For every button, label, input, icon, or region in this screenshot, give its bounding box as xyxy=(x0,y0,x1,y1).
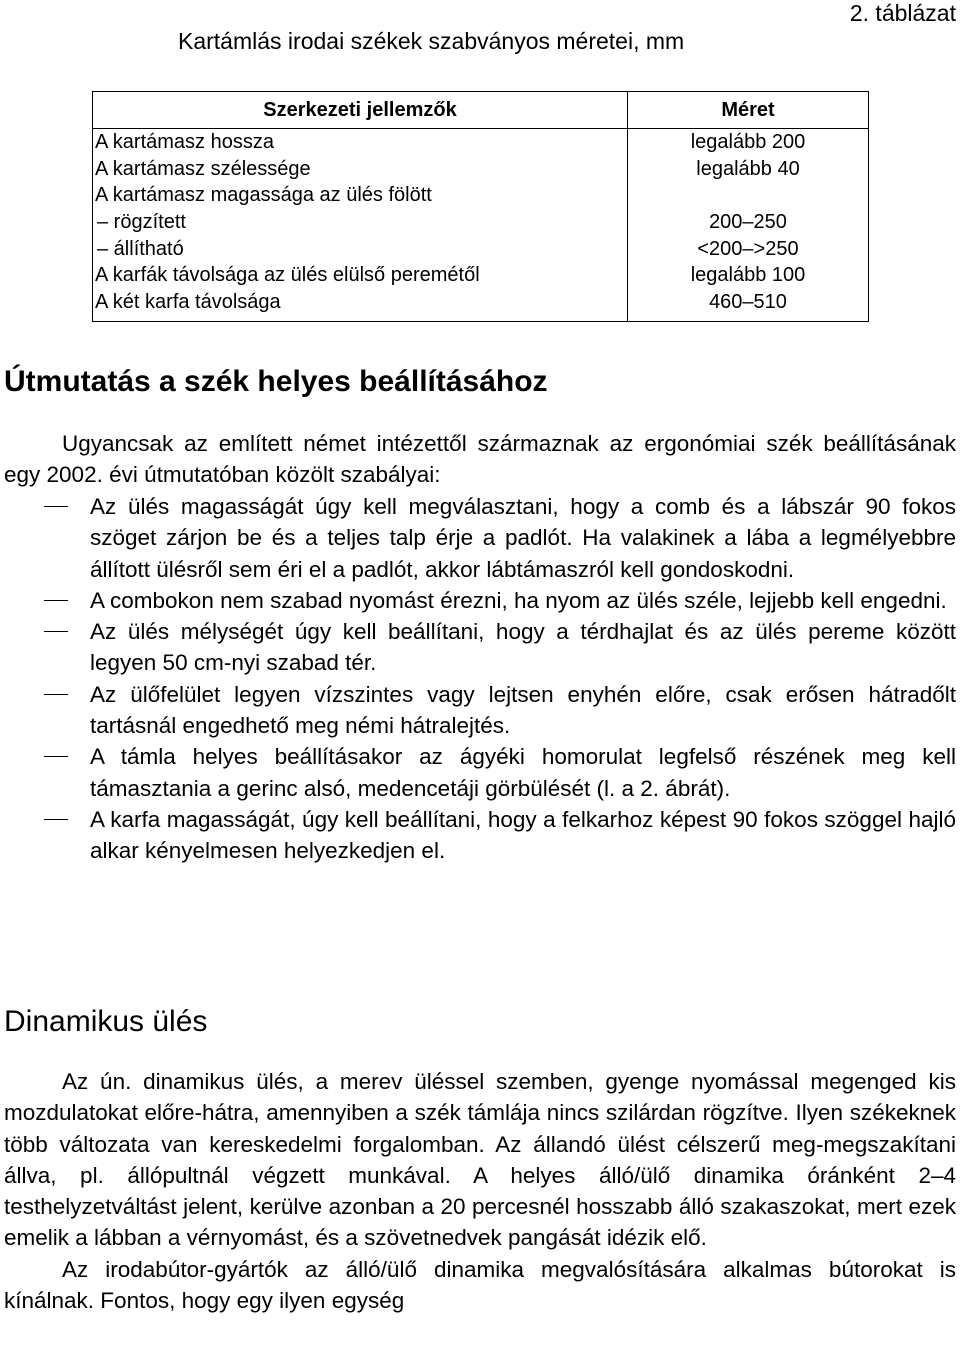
dynamic-sitting-body xyxy=(4,1066,956,1316)
rule-text: Az ülőfelület legyen vízszintes vagy lejtsen enyhén előre, csak erősen hátradőlt tartásnál engedhető meg némi hátralejtés. xyxy=(90,681,956,739)
row-label: A két karfa távolsága xyxy=(95,291,281,314)
list-item xyxy=(4,616,956,679)
intro-text: Ugyancsak az említett német intézettől származnak az ergonómiai szék beállításának egy 2002. évi útmutatóban közölt szabályai: xyxy=(4,431,956,488)
rule-text: A támla helyes beállításakor az ágyéki homorulat legfelső részének meg kell támasztania a gerinc alsó, medencetáji görbülését (l. a 2. ábrát). xyxy=(90,744,956,801)
dash-bullet-icon xyxy=(44,694,68,695)
dash-bullet-icon xyxy=(44,819,68,820)
table-header-row xyxy=(93,92,869,129)
dash-bullet-icon xyxy=(44,631,68,632)
paragraph: Az ún. dinamikus ülés, a merev üléssel szemben, gyenge nyomással megenged kis mozdulatokat előre-hátra, amennyiben a szék támlája nincs szilárdan rögzítve. Ilyen székeknek több változata van kereskedelmi forgalomban. Az állandó ülést célszerű meg-megszakítani állva, pl. állópultnál végzett munkával. A helyes álló/ülő dinamika óránként 2–4 testhelyzetváltást jelent, kerülve azonban a 20 percesnél hosszabb álló szakaszokat, mert ezek emelik a lábban a vérnyomást, és a szövetnedvek pangását idézik elő. xyxy=(4,1069,956,1251)
row-label: – állítható xyxy=(97,237,184,260)
row-label: – rögzített xyxy=(97,211,186,234)
dash-bullet-icon xyxy=(44,506,68,507)
table-body-row xyxy=(93,129,869,322)
table-number-label: 2. táblázat xyxy=(849,0,956,26)
column-header-size: Méret xyxy=(628,92,869,129)
section-heading-dynamic-sitting: Dinamikus ülés xyxy=(4,1005,208,1038)
dash-bullet-icon xyxy=(44,600,68,601)
list-item xyxy=(4,585,956,616)
row-value: legalább 200 xyxy=(690,131,806,153)
intro-paragraph xyxy=(4,428,956,491)
dash-bullet-icon xyxy=(44,756,68,757)
row-value: 460–510 xyxy=(709,291,787,314)
row-label: A kartámasz magassága az ülés fölött xyxy=(95,184,432,207)
list-item xyxy=(4,804,956,867)
row-value: legalább 100 xyxy=(690,264,806,287)
list-item xyxy=(4,491,956,585)
size-cell xyxy=(628,129,869,322)
row-value: legalább 40 xyxy=(696,157,800,180)
row-label: A karfák távolsága az ülés elülső peremétől xyxy=(95,264,480,287)
list-item xyxy=(4,679,956,742)
dimensions-table xyxy=(92,91,869,322)
row-value: <200–>250 xyxy=(697,237,799,260)
feature-cell xyxy=(93,129,628,322)
rules-list xyxy=(4,491,956,867)
rule-text: A karfa magasságát, úgy kell beállítani, hogy a felkarhoz képest 90 fokos szöggel hajló alkar kényelmesen helyezkedjen el. xyxy=(90,806,956,864)
list-item xyxy=(4,741,956,804)
row-value: 200–250 xyxy=(709,211,787,234)
row-label: A kartámasz szélessége xyxy=(95,157,311,180)
rule-text: Az ülés magasságát úgy kell megválasztani, hogy a comb és a lábszár 90 fokos szöget zárjon be és a teljes talp érje a padlót. Ha valakinek a lába a legmélyebbre állított ülésről sem éri el a padlót, akkor lábtámaszról kell gondoskodni. xyxy=(90,494,956,582)
column-header-feature: Szerkezeti jellemzők xyxy=(93,92,628,129)
rule-text: A combokon nem szabad nyomást érezni, ha nyom az ülés széle, lejjebb kell engedni. xyxy=(90,587,947,613)
row-label: A kartámasz hossza xyxy=(95,131,274,153)
table-title: Kartámlás irodai székek szabványos méretei, mm xyxy=(178,28,685,54)
rule-text: Az ülés mélységét úgy kell beállítani, hogy a térdhajlat és az ülés pereme között legyen 50 cm-nyi szabad tér. xyxy=(90,619,956,676)
paragraph: Az irodabútor-gyártók az álló/ülő dinamika megvalósítására alkalmas bútorokat is kínálnak. Fontos, hogy egy ilyen egység xyxy=(4,1256,956,1314)
row-value xyxy=(628,182,868,209)
section-heading-chair-setup: Útmutatás a szék helyes beállításához xyxy=(4,365,548,398)
